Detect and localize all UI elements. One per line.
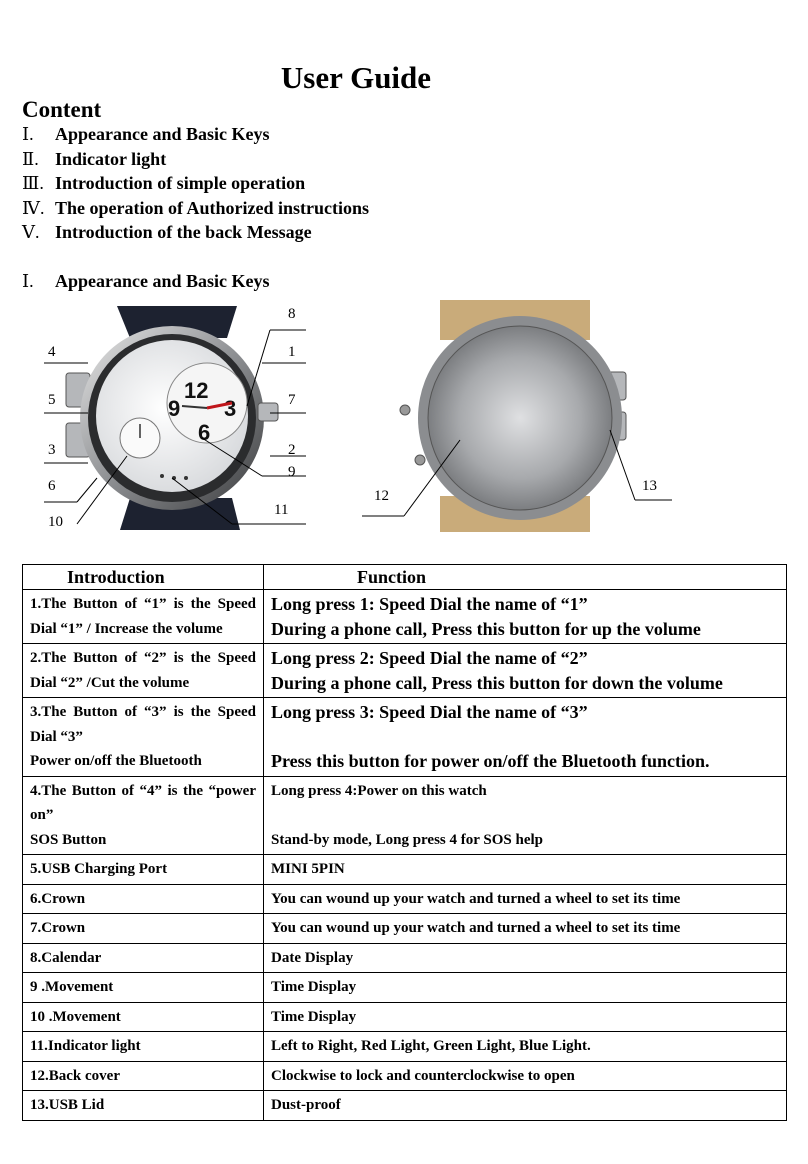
table-row [23,855,787,885]
dial-number-6: 6 [198,420,211,445]
function-cell: Dust-proof [264,1091,787,1121]
section-heading-appearance [22,271,270,292]
intro-line: Power on/off the Bluetooth [30,753,202,769]
table-row [23,1032,787,1062]
callout-9: 9 [288,464,296,480]
callout-6: 6 [48,478,56,494]
callout-7: 7 [288,392,296,408]
toc-label: Appearance and Basic Keys [55,124,270,144]
toc-label: Indicator light [55,148,167,169]
callout-2: 2 [288,442,296,458]
function-cell: MINI 5PIN [264,855,787,885]
toc-item[interactable] [22,124,369,149]
intro-cell: 6.Crown [23,884,264,914]
intro-line: 3.The Button of “3” is the Speed Dial “3” [30,704,256,745]
function-line: Long press 2: Speed Dial the name of “2” [271,648,588,668]
function-line: Long press 4:Power on this watch [271,782,487,799]
function-line: During a phone call, Press this button for down the volume [271,672,723,693]
toc-number: Ⅱ. [22,148,39,169]
intro-cell: 5.USB Charging Port [23,855,264,885]
intro-cell: 8.Calendar [23,943,264,973]
function-cell: Left to Right, Red Light, Green Light, Blue Light. [264,1032,787,1062]
callout-13: 13 [642,478,657,494]
function-line: During a phone call, Press this button for up the volume [271,618,701,639]
intro-cell [23,698,264,777]
indicator-dot [184,476,188,480]
toc-label: Introduction of simple operation [55,173,306,193]
table-row [23,1002,787,1032]
section-number: Ⅰ. [22,271,34,291]
callout-4: 4 [48,344,56,360]
toc-item[interactable] [22,173,369,198]
function-cell: Time Display [264,1002,787,1032]
intro-cell: 11.Indicator light [23,1032,264,1062]
callout-8: 8 [288,306,296,322]
keys-table [22,564,787,1121]
function-line: Press this button for power on/off the Bluetooth function. [271,751,710,771]
toc-label: Introduction of the back Message [55,222,312,242]
function-cell [264,776,787,855]
watch-front-figure [22,298,322,538]
table-row [23,698,787,777]
intro-cell: 1.The Button of “1” is the Speed Dial “1” / Increase the volume [23,590,264,644]
toc-item[interactable] [22,222,369,247]
intro-cell: 13.USB Lid [23,1091,264,1121]
toc-number: Ⅰ. [22,124,34,144]
back-button [415,455,425,465]
toc-item[interactable] [22,198,369,223]
column-header-introduction: Introduction [23,565,264,590]
crown-right [258,403,278,421]
table-row [23,943,787,973]
intro-line: SOS Button [30,831,107,848]
callout-5: 5 [48,392,56,408]
function-line: Long press 1: Speed Dial the name of “1” [271,594,588,614]
function-cell [264,698,787,777]
dial-number-3: 3 [224,396,237,421]
table-row [23,776,787,855]
intro-cell [23,776,264,855]
intro-cell: 2.The Button of “2” is the Speed Dial “2” /Cut the volume [23,644,264,698]
callout-1: 1 [288,344,296,360]
intro-cell: 9 .Movement [23,973,264,1003]
table-row [23,590,787,644]
table-of-contents [22,124,369,247]
table-row [23,914,787,944]
table-header-row [23,565,787,590]
toc-number: Ⅳ. [22,197,45,218]
toc-label: The operation of Authorized instructions [55,197,370,218]
function-line: Long press 3: Speed Dial the name of “3” [271,702,588,722]
function-cell [264,644,787,698]
function-cell: Clockwise to lock and counterclockwise to open [264,1061,787,1091]
content-heading: Content [22,97,102,122]
callout-12: 12 [374,488,389,504]
page-title: User Guide [280,60,432,95]
toc-number: Ⅲ. [22,173,44,193]
section-label: Appearance and Basic Keys [55,271,270,291]
function-line: Stand-by mode, Long press 4 for SOS help [271,831,544,848]
function-cell: Time Display [264,973,787,1003]
table-row [23,1061,787,1091]
table-row [23,644,787,698]
dial-number-9: 9 [168,396,181,421]
indicator-dot [160,474,164,478]
function-cell [264,590,787,644]
callout-11: 11 [274,502,289,518]
toc-number: Ⅴ. [22,222,40,242]
intro-cell: 12.Back cover [23,1061,264,1091]
dial-number-12: 12 [184,378,209,403]
callout-10: 10 [48,514,63,530]
table-row [23,1091,787,1121]
table-row [23,973,787,1003]
watch-back-figure [360,300,680,535]
back-button [400,405,410,415]
function-cell: You can wound up your watch and turned a wheel to set its time [264,884,787,914]
table-row [23,884,787,914]
intro-cell: 10 .Movement [23,1002,264,1032]
back-cover [428,326,612,510]
intro-cell: 7.Crown [23,914,264,944]
function-cell: You can wound up your watch and turned a wheel to set its time [264,914,787,944]
column-header-function: Function [264,565,787,590]
intro-line: 4.The Button of “4” is the “power on” [30,782,256,823]
toc-item[interactable] [22,149,369,174]
function-cell: Date Display [264,943,787,973]
callout-3: 3 [48,442,56,458]
